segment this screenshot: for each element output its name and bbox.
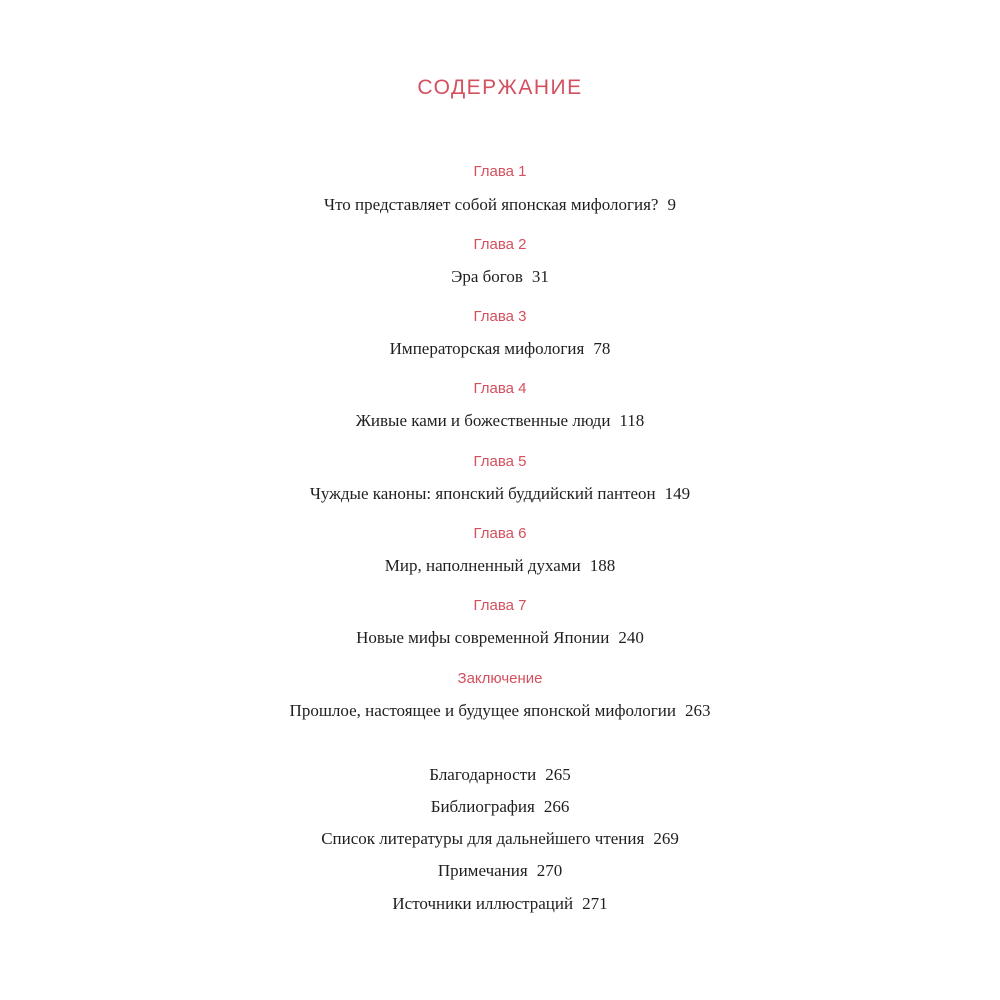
page-title: СОДЕРЖАНИЕ bbox=[417, 76, 583, 99]
toc-entry-title: Источники иллюстраций bbox=[392, 894, 574, 913]
toc-entry-title: Библиография bbox=[430, 797, 535, 816]
toc-entry-4[interactable] bbox=[0, 411, 1000, 431]
toc-entry-page: 31 bbox=[531, 267, 549, 286]
toc-entry-conclusion[interactable] bbox=[0, 701, 1000, 721]
chapter-label-6: Глава 6 bbox=[473, 525, 527, 542]
toc-entry-page: 266 bbox=[543, 797, 570, 816]
toc-entry-page: 263 bbox=[684, 701, 711, 720]
toc-entry-title: Чуждые каноны: японский буддийский пантеон bbox=[309, 484, 656, 503]
toc-entry-illustration-sources[interactable] bbox=[0, 894, 1000, 914]
toc-entry-title: Императорская мифология bbox=[389, 339, 585, 358]
toc-entry-5[interactable] bbox=[0, 484, 1000, 504]
toc-entry-page: 265 bbox=[545, 765, 571, 784]
toc-entry-page: 149 bbox=[664, 484, 691, 503]
conclusion-label: Заключение bbox=[457, 670, 543, 687]
toc-entry-title: Живые ками и божественные люди bbox=[355, 411, 611, 430]
chapter-label-1: Глава 1 bbox=[473, 163, 527, 180]
toc-entry-title: Благодарности bbox=[429, 765, 537, 784]
chapter-label-3: Глава 3 bbox=[473, 308, 527, 325]
toc-entry-further-reading[interactable] bbox=[0, 829, 1000, 849]
toc-entry-bibliography[interactable] bbox=[0, 797, 1000, 817]
toc-entry-acknowledgements[interactable] bbox=[0, 765, 1000, 785]
toc-entry-page: 78 bbox=[593, 339, 611, 358]
toc-entry-notes[interactable] bbox=[0, 861, 1000, 881]
toc-entry-page: 271 bbox=[582, 894, 608, 913]
toc-entry-2[interactable] bbox=[0, 267, 1000, 287]
toc-entry-page: 188 bbox=[589, 556, 616, 575]
toc-entry-page: 269 bbox=[653, 829, 679, 848]
toc-entry-page: 240 bbox=[618, 628, 644, 647]
toc-entry-1[interactable] bbox=[0, 195, 1000, 215]
toc-entry-title: Что представляет собой японская мифология? bbox=[324, 195, 659, 214]
toc-entry-title: Новые мифы современной Японии bbox=[356, 628, 610, 647]
toc-entry-page: 270 bbox=[536, 861, 563, 880]
toc-entry-title: Примечания bbox=[437, 861, 528, 880]
toc-entry-title: Эра богов bbox=[451, 267, 523, 286]
toc-entry-title: Мир, наполненный духами bbox=[384, 556, 581, 575]
toc-entry-6[interactable] bbox=[0, 556, 1000, 576]
chapter-label-5: Глава 5 bbox=[473, 453, 527, 470]
chapter-label-2: Глава 2 bbox=[473, 236, 527, 253]
toc-entry-title: Прошлое, настоящее и будущее японской мифологии bbox=[289, 701, 676, 720]
toc-entry-page: 118 bbox=[619, 411, 645, 430]
chapter-label-7: Глава 7 bbox=[473, 597, 527, 614]
toc-entry-page: 9 bbox=[667, 195, 676, 214]
toc-entry-7[interactable] bbox=[0, 628, 1000, 648]
chapter-label-4: Глава 4 bbox=[473, 380, 527, 397]
toc-entry-title: Список литературы для дальнейшего чтения bbox=[321, 829, 645, 848]
toc-entry-3[interactable] bbox=[0, 339, 1000, 359]
